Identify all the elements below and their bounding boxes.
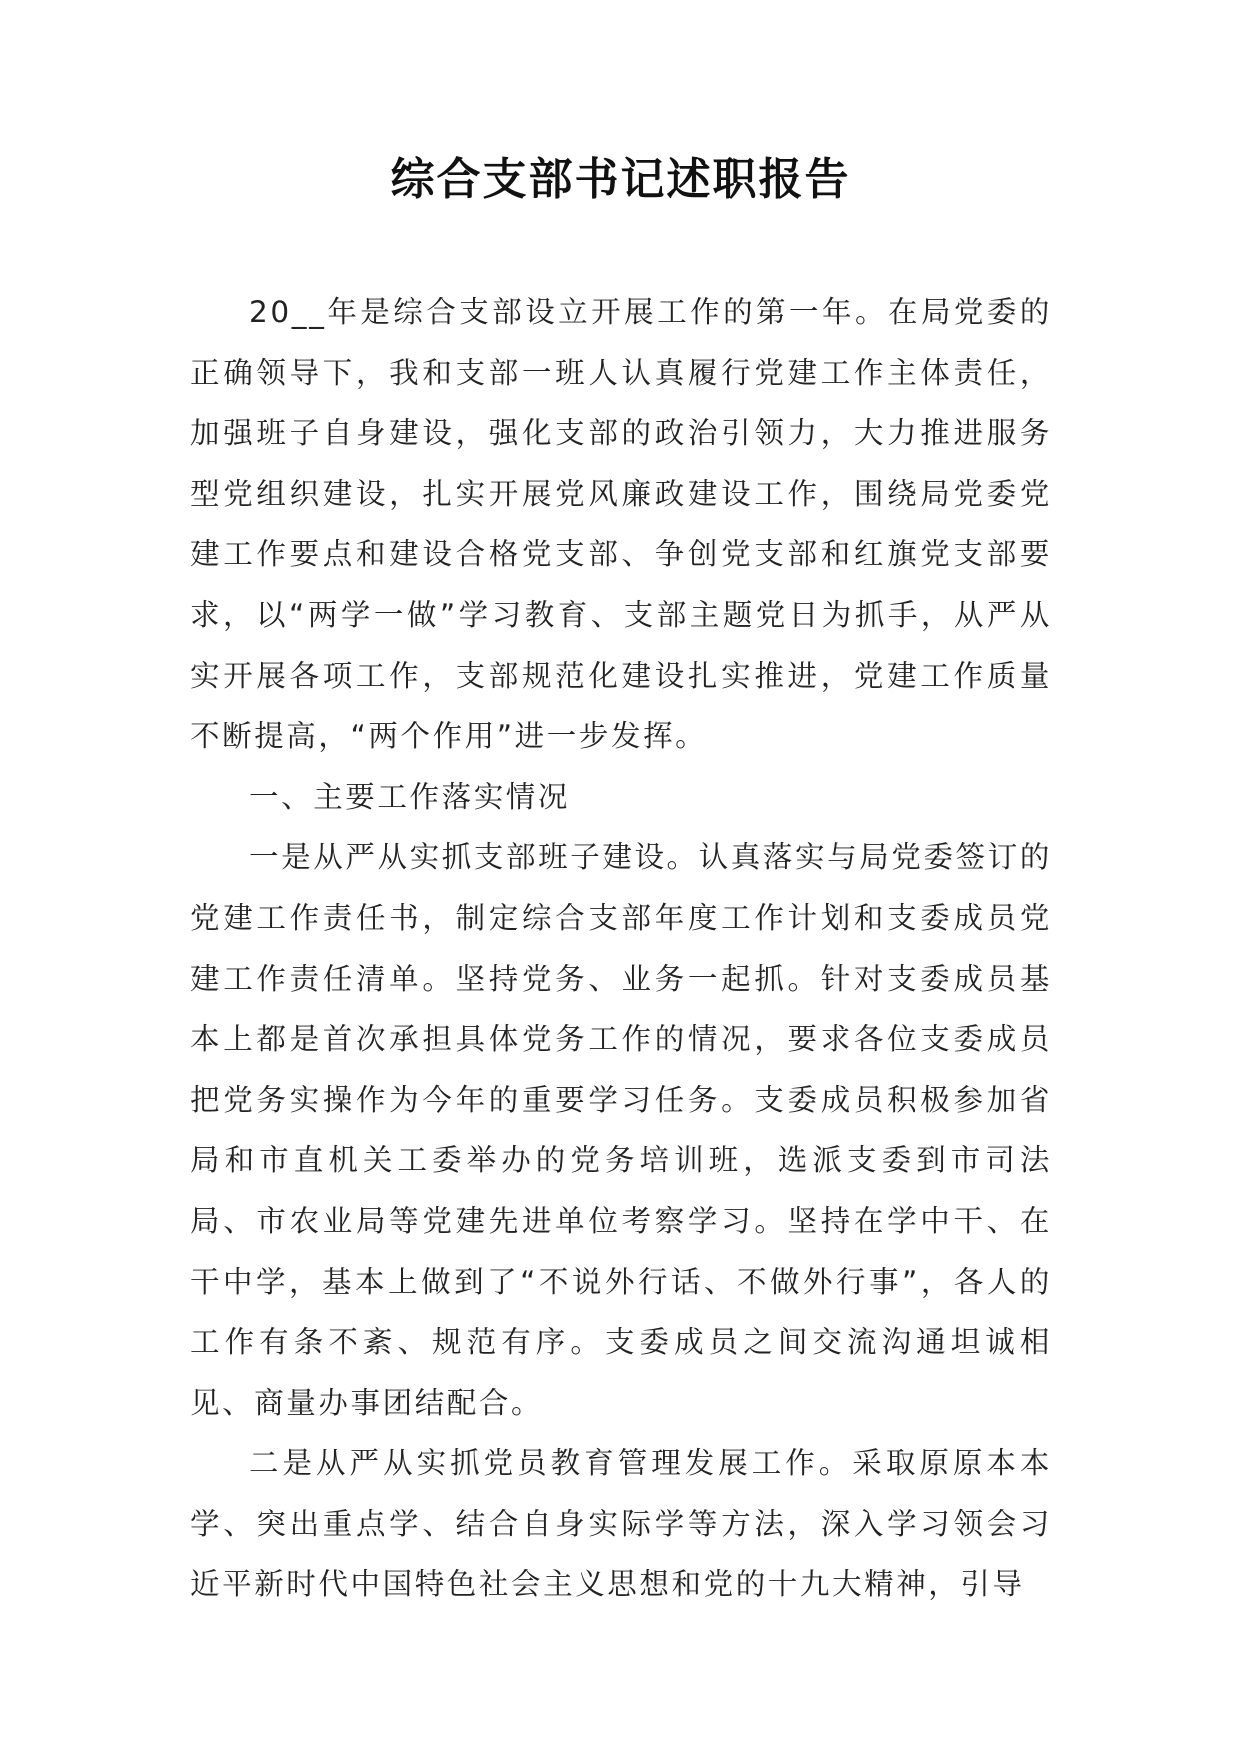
document-title: 综合支部书记述职报告 <box>390 154 851 205</box>
paragraph-team-building: 一是从严从实抓支部班子建设。认真落实与局党委签订的党建工作责任书，制定综合支部年度工作计划和支委成员党建工作责任清单。坚持党务、业务一起抓。针对支委成员基本上都是首次承担具体党务工作的情况，要求各位支委成员把党务实操作为今年的重要学习任务。支委成员积极参加省局和市直机关工委举办的党务培训班，选派支委到市司法局、市农业局等党建先进单位考察学习。坚持在学中干、在干中学，基本上做到了“不说外行话、不做外行事”，各人的工作有条不紊、规范有序。支委成员之间交流沟通坦诚相见、商量办事团结配合。 <box>190 840 1052 1420</box>
document-body <box>190 282 1052 1615</box>
section-heading: 一、主要工作落实情况 <box>249 779 571 814</box>
paragraph-member-education: 二是从严从实抓党员教育管理发展工作。采取原原本本学、突出重点学、结合自身实际学等方法，深入学习领会习近平新时代中国特色社会主义思想和党的十九大精神，引导 <box>190 1446 1052 1602</box>
paragraph-intro: 20__年是综合支部设立开展工作的第一年。在局党委的正确领导下，我和支部一班人认真履行党建工作主体责任，加强班子自身建设，强化支部的政治引领力，大力推进服务型党组织建设，扎实开展党风廉政建设工作，围绕局党委党建工作要点和建设合格党支部、争创党支部和红旗党支部要求，以“两学一做”学习教育、支部主题党日为抓手，从严从实开展各项工作，支部规范化建设扎实推进，党建工作质量不断提高，“两个作用”进一步发挥。 <box>190 295 1052 754</box>
